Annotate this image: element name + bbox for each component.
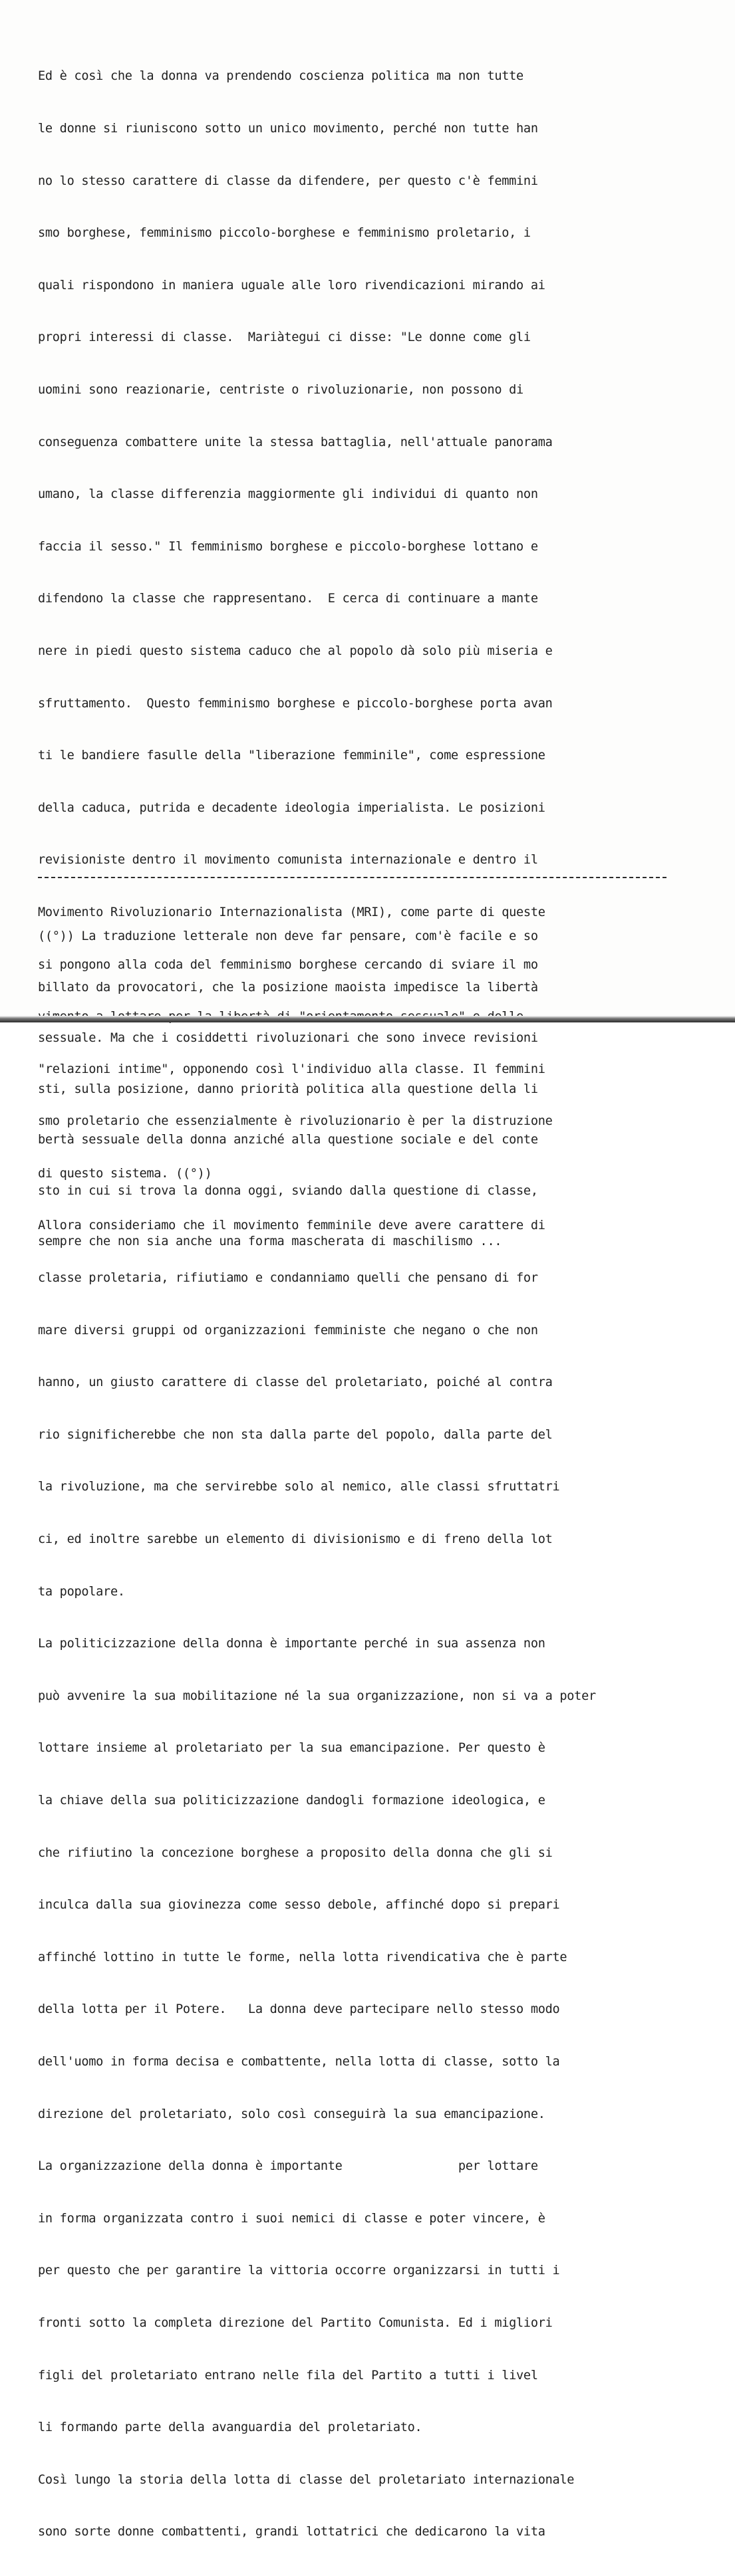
text-line: nere in piedi questo sistema caduco che al popolo dà solo più miseria e bbox=[38, 644, 553, 658]
footnote-line: sessuale. Ma che i cosiddetti rivoluzionari che sono invece revisioni bbox=[38, 1031, 538, 1045]
text-line: la chiave della sua politicizzazione dandogli formazione ideologica, e bbox=[38, 1794, 545, 1808]
text-line: smo borghese, femminismo piccolo-borghese e femminismo proletario, i bbox=[38, 226, 531, 241]
text-line: Allora consideriamo che il movimento femminile deve avere carattere di bbox=[38, 1219, 545, 1233]
text-line: no lo stesso carattere di classe da difendere, per questo c'è femmini bbox=[38, 174, 538, 188]
footnote-line: sto in cui si trova la donna oggi, sviando dalla questione di classe, bbox=[38, 1183, 538, 1198]
text-line: La organizzazione della donna è importante per lottare bbox=[38, 2159, 538, 2174]
text-line: per questo che per garantire la vittoria occorre organizzarsi in tutti i bbox=[38, 2264, 560, 2278]
text-line: fronti sotto la completa direzione del Partito Comunista. Ed i migliori bbox=[38, 2315, 553, 2330]
text-line: direzione del proletariato, solo così conseguirà la sua emancipazione. bbox=[38, 2107, 545, 2121]
text-line: umano, la classe differenzia maggiormente gli individui di quanto non bbox=[38, 487, 538, 502]
text-line: sfruttamento. Questo femminismo borghese e piccolo-borghese porta avan bbox=[38, 696, 553, 711]
scan-bottom-edge bbox=[0, 1016, 735, 1022]
footnote-line: ((°)) La traduzione letterale non deve far pensare, com'è facile e so bbox=[38, 929, 538, 943]
text-line: ci, ed inoltre sarebbe un elemento di divisionismo e di freno della lot bbox=[38, 1532, 553, 1547]
text-line: figli del proletariato entrano nelle fila del Partito a tutti i livel bbox=[38, 2368, 538, 2383]
text-line: ti le bandiere fasulle della "liberazione femminile", come espressione bbox=[38, 749, 545, 763]
text-line: della lotta per il Potere. La donna deve partecipare nello stesso modo bbox=[38, 2002, 560, 2017]
footnote-line: sempre che non sia anche una forma mascherata di maschilismo ... bbox=[38, 1234, 502, 1248]
footnote-separator bbox=[38, 877, 666, 878]
text-line: Così lungo la storia della lotta di classe del proletariato internazionale bbox=[38, 2472, 575, 2487]
text-line: Movimento Rivoluzionario Internazionalista (MRI), come parte di queste bbox=[38, 905, 545, 919]
text-line: lottare insieme al proletariato per la sua emancipazione. Per questo è bbox=[38, 1741, 545, 1756]
text-line: le donne si riuniscono sotto un unico movimento, perché non tutte han bbox=[38, 122, 538, 136]
footnote-line: bertà sessuale della donna anziché alla questione sociale e del conte bbox=[38, 1133, 538, 1147]
text-line: difendono la classe che rappresentano. E cerca di continuare a mante bbox=[38, 592, 538, 606]
text-line: conseguenza combattere unite la stessa battaglia, nell'attuale panorama bbox=[38, 435, 553, 449]
text-line: si pongono alla coda del femminismo borghese cercando di sviare il mo bbox=[38, 957, 538, 972]
text-line: dell'uomo in forma decisa e combattente, nella lotta di classe, sotto la bbox=[38, 2054, 560, 2069]
text-line: quali rispondono in maniera uguale alle loro rivendicazioni mirando ai bbox=[38, 278, 545, 293]
text-line: la rivoluzione, ma che servirebbe solo al nemico, alle classi sfruttatri bbox=[38, 1480, 560, 1494]
footnote-line: sti, sulla posizione, danno priorità politica alla questione della li bbox=[38, 1082, 538, 1096]
text-line: mare diversi gruppi od organizzazioni femministe che negano o che non bbox=[38, 1323, 538, 1338]
text-line: revisioniste dentro il movimento comunista internazionale e dentro il bbox=[38, 853, 538, 868]
footnote-line: billato da provocatori, che la posizione maoista impedisce la libertà bbox=[38, 980, 538, 995]
main-text bbox=[38, 33, 723, 2576]
text-line: propri interessi di classe. Mariàtegui ci disse: "Le donne come gli bbox=[38, 330, 531, 345]
text-line: Ed è così che la donna va prendendo coscienza politica ma non tutte bbox=[38, 69, 523, 84]
text-line: classe proletaria, rifiutiamo e condanniamo quelli che pensano di for bbox=[38, 1271, 538, 1286]
text-line: della caduca, putrida e decadente ideologia imperialista. Le posizioni bbox=[38, 800, 545, 815]
text-line: ta popolare. bbox=[38, 1584, 125, 1599]
text-line: li formando parte della avanguardia del proletariato. bbox=[38, 2420, 422, 2435]
text-line: affinché lottino in tutte le forme, nella lotta rivendicativa che è parte bbox=[38, 1950, 567, 1964]
text-line: smo proletario che essenzialmente è rivoluzionario è per la distruzione bbox=[38, 1114, 553, 1129]
text-line: può avvenire la sua mobilitazione né la sua organizzazione, non si va a poter bbox=[38, 1689, 596, 1703]
text-line: in forma organizzata contro i suoi nemici di classe e poter vincere, è bbox=[38, 2211, 545, 2226]
text-line: hanno, un giusto carattere di classe del proletariato, poiché al contra bbox=[38, 1375, 553, 1390]
text-line: di questo sistema. ((°)) bbox=[38, 1166, 212, 1181]
text-line: "relazioni intime", opponendo così l'individuo alla classe. Il femmini bbox=[38, 1062, 545, 1076]
footnote bbox=[38, 894, 723, 1284]
text-line: uomini sono reazionarie, centriste o rivoluzionarie, non possono di bbox=[38, 382, 523, 397]
text-line: La politicizzazione della donna è importante perché in sua assenza non bbox=[38, 1637, 545, 1651]
text-line: inculca dalla sua giovinezza come sesso debole, affinché dopo si prepari bbox=[38, 1898, 560, 1913]
text-line: faccia il sesso." Il femminismo borghese e piccolo-borghese lottano e bbox=[38, 539, 538, 554]
text-line: rio significherebbe che non sta dalla parte del popolo, dalla parte del bbox=[38, 1427, 553, 1442]
text-line: sono sorte donne combattenti, grandi lottatrici che dedicarono la vita bbox=[38, 2525, 545, 2539]
text-line: che rifiutino la concezione borghese a proposito della donna che gli si bbox=[38, 1845, 553, 1860]
